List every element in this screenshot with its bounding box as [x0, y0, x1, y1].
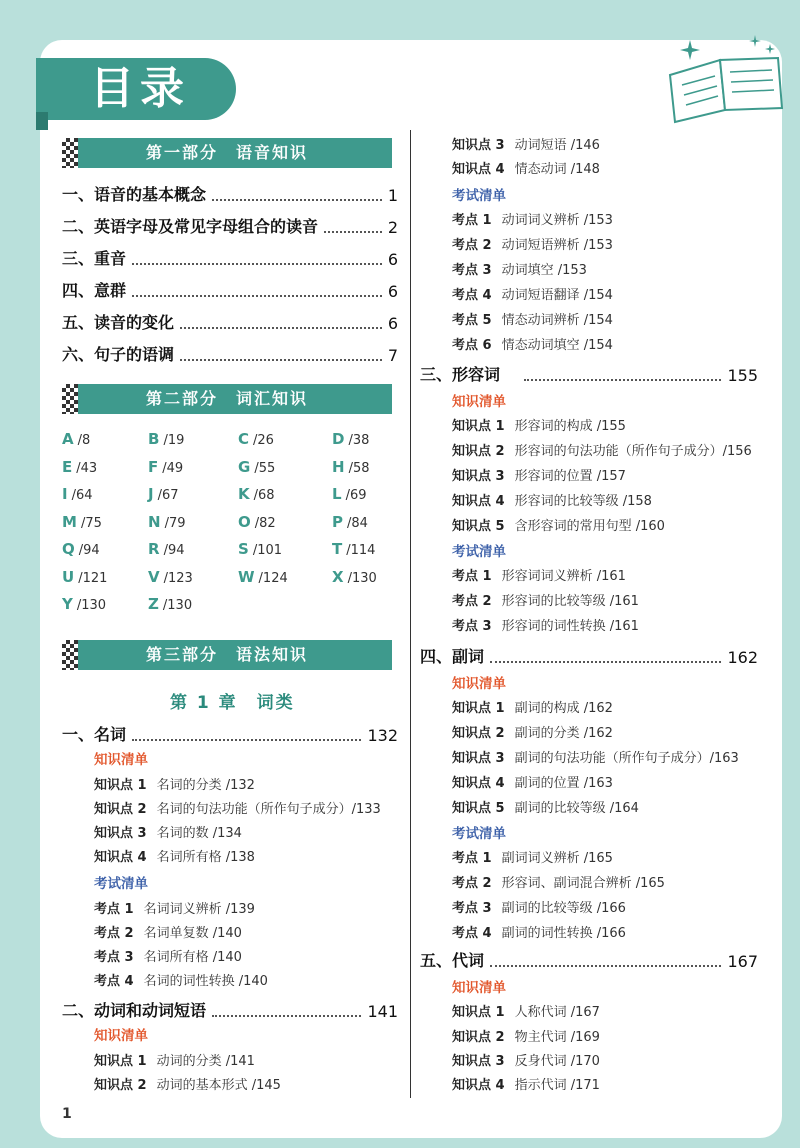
letter-entry[interactable] — [148, 458, 183, 476]
item-text: 副词的比较等级 /164 — [514, 801, 639, 816]
toc-label: 四、副词 — [420, 647, 485, 666]
item-text: 物主代词 /169 — [514, 1030, 600, 1045]
knowledge-list-heading: 知识清单 — [94, 1028, 148, 1044]
list-item[interactable] — [452, 565, 626, 584]
letter-page: /69 — [345, 488, 367, 503]
toc-row-verb[interactable] — [62, 998, 398, 1021]
toc-label: 三、重音 — [62, 249, 127, 268]
exam-list-heading: 考试清单 — [452, 188, 506, 204]
item-key: 考点 4 — [94, 974, 134, 989]
item-key: 考点 2 — [94, 926, 134, 941]
letter-entry[interactable] — [62, 430, 90, 448]
toc-label: 二、英语字母及常见字母组合的读音 — [62, 217, 319, 236]
list-item[interactable] — [94, 970, 268, 989]
item-key: 知识点 4 — [452, 1078, 505, 1093]
item-text: 反身代词 /170 — [514, 1054, 600, 1069]
item-key: 知识点 1 — [452, 1005, 505, 1020]
toc-page: 141 — [367, 1002, 398, 1021]
list-item[interactable] — [452, 922, 626, 941]
letter-entry[interactable] — [62, 595, 106, 613]
dot-leader — [212, 1015, 361, 1017]
letter-entry[interactable] — [238, 485, 275, 503]
item-text: 情态动词 /148 — [514, 162, 600, 177]
toc-page: 6 — [387, 282, 398, 301]
item-key: 知识点 1 — [94, 778, 147, 793]
list-item[interactable] — [94, 774, 255, 793]
letter-key: T — [332, 540, 343, 558]
letter-key: J — [148, 485, 154, 503]
item-text: 动词的分类 /141 — [156, 1054, 255, 1069]
item-key: 知识点 2 — [94, 802, 147, 817]
item-key: 知识点 3 — [452, 138, 505, 153]
letter-page: /26 — [253, 433, 274, 448]
toc-row[interactable] — [62, 182, 398, 205]
dot-leader — [324, 231, 382, 233]
dot-leader — [524, 379, 721, 381]
list-item[interactable] — [452, 334, 613, 353]
letter-entry[interactable] — [238, 430, 274, 448]
list-item[interactable] — [452, 772, 613, 791]
letter-entry[interactable] — [238, 568, 288, 586]
exam-list-heading: 考试清单 — [94, 876, 148, 892]
list-item[interactable] — [452, 872, 665, 891]
toc-row[interactable] — [62, 310, 398, 333]
part2-bar — [62, 384, 392, 414]
item-text: 形容词的词性转换 /161 — [501, 619, 639, 634]
item-key: 知识点 2 — [452, 444, 505, 459]
item-text: 形容词词义辨析 /161 — [501, 569, 626, 584]
list-item[interactable] — [94, 922, 242, 941]
toc-row-adj[interactable] — [420, 362, 758, 385]
list-item[interactable] — [452, 1074, 600, 1093]
item-text: 副词的句法功能（所作句子成分）/163 — [514, 751, 739, 766]
page-number: 1 — [62, 1106, 72, 1122]
item-text: 副词的构成 /162 — [514, 701, 613, 716]
toc-label: 五、代词 — [420, 951, 485, 970]
letter-page: /130 — [162, 598, 193, 613]
item-key: 知识点 3 — [452, 469, 505, 484]
letter-key: X — [332, 567, 344, 586]
letter-page: /49 — [162, 460, 184, 476]
checker-pattern — [62, 640, 78, 670]
letter-page: /79 — [164, 515, 186, 531]
dot-leader — [212, 199, 382, 201]
letter-entry[interactable] — [332, 485, 366, 503]
letter-entry[interactable] — [238, 513, 276, 531]
toc-page: 7 — [387, 346, 398, 365]
letter-key: F — [148, 457, 159, 476]
letter-key: K — [238, 485, 250, 503]
list-item[interactable] — [452, 615, 639, 634]
letter-key: B — [148, 430, 160, 448]
list-item[interactable] — [94, 822, 242, 841]
list-item[interactable] — [452, 415, 626, 434]
toc-row-adv[interactable] — [420, 644, 758, 667]
toc-page: 162 — [727, 648, 758, 667]
part2-title: 第二部分 词汇知识 — [145, 389, 308, 408]
item-key: 知识点 5 — [452, 519, 505, 534]
item-key: 考点 2 — [452, 594, 492, 609]
letter-entry[interactable] — [238, 540, 282, 558]
item-text: 形容词的比较等级 /158 — [514, 494, 652, 509]
part1-bar — [62, 138, 392, 168]
letter-entry[interactable] — [62, 458, 97, 476]
letter-page: /130 — [76, 598, 107, 613]
list-item[interactable] — [452, 134, 600, 153]
letter-page: /67 — [157, 488, 179, 503]
item-key: 考点 3 — [452, 263, 492, 278]
letter-key: W — [238, 567, 255, 586]
item-key: 知识点 4 — [452, 776, 505, 791]
checker-pattern — [62, 384, 78, 414]
item-text: 动词的基本形式 /145 — [156, 1078, 281, 1093]
letter-entry[interactable] — [332, 430, 369, 448]
part1-title: 第一部分 语音知识 — [145, 143, 308, 162]
item-text: 名词单复数 /140 — [143, 926, 242, 941]
letter-key: G — [238, 457, 251, 476]
letter-key: E — [62, 457, 73, 476]
letter-entry[interactable] — [148, 485, 179, 503]
item-text: 动词短语翻译 /154 — [501, 288, 613, 303]
item-text: 动词短语辨析 /153 — [501, 238, 613, 253]
knowledge-list-heading: 知识清单 — [452, 676, 506, 692]
dot-leader — [490, 965, 721, 967]
list-item[interactable] — [452, 697, 613, 716]
letter-page: /94 — [163, 543, 185, 558]
letter-key: H — [332, 457, 345, 476]
item-text: 情态动词辨析 /154 — [501, 313, 613, 328]
item-text: 形容词的比较等级 /161 — [501, 594, 639, 609]
list-item[interactable] — [452, 259, 587, 278]
item-key: 知识点 1 — [452, 419, 505, 434]
letter-entry[interactable] — [148, 595, 192, 613]
letter-key: Y — [62, 595, 73, 613]
item-key: 知识点 2 — [94, 1078, 147, 1093]
letter-entry[interactable] — [332, 458, 369, 476]
letter-page: /101 — [252, 543, 283, 558]
title-tab-tail — [36, 112, 48, 130]
letter-key: Z — [148, 595, 159, 613]
item-key: 知识点 3 — [94, 826, 147, 841]
letter-entry[interactable] — [148, 568, 193, 586]
toc-label: 六、句子的语调 — [62, 345, 175, 364]
letter-page: /68 — [253, 488, 275, 503]
item-key: 考点 1 — [94, 902, 134, 917]
item-key: 知识点 1 — [94, 1054, 147, 1069]
toc-row[interactable] — [62, 246, 398, 269]
list-item[interactable] — [452, 465, 626, 484]
list-item[interactable] — [452, 897, 626, 916]
dot-leader — [132, 295, 382, 297]
item-text: 名词的句法功能（所作句子成分）/133 — [156, 802, 381, 817]
letter-entry[interactable] — [148, 430, 184, 448]
toc-row[interactable] — [62, 214, 398, 237]
toc-label: 三、形容词 — [420, 365, 501, 384]
letter-page: /94 — [78, 543, 100, 558]
list-item[interactable] — [452, 209, 613, 228]
chapter-title: 第 1 章 词类 — [170, 693, 295, 713]
letter-page: /75 — [80, 515, 102, 531]
letter-entry[interactable] — [148, 540, 184, 558]
list-item[interactable] — [452, 490, 652, 509]
item-key: 知识点 5 — [452, 801, 505, 816]
toc-page: 155 — [727, 366, 758, 385]
letter-page: /84 — [347, 515, 368, 531]
item-text: 含形容词的常用句型 /160 — [514, 519, 665, 534]
dot-leader — [132, 263, 382, 265]
item-key: 考点 3 — [94, 950, 134, 965]
letter-key: I — [62, 485, 68, 503]
letter-entry[interactable] — [332, 568, 377, 586]
list-item[interactable] — [452, 1050, 600, 1069]
dot-leader — [180, 359, 382, 361]
item-text: 人称代词 /167 — [514, 1005, 600, 1020]
list-item[interactable] — [94, 946, 242, 965]
letter-key: D — [332, 430, 345, 448]
letter-page: /130 — [347, 570, 377, 586]
letter-key: M — [62, 512, 77, 531]
exam-list-heading: 考试清单 — [452, 826, 506, 842]
toc-label: 一、名词 — [62, 725, 127, 744]
item-text: 副词的比较等级 /166 — [501, 901, 626, 916]
item-key: 考点 1 — [452, 213, 492, 228]
knowledge-list-heading: 知识清单 — [452, 980, 506, 996]
list-item[interactable] — [452, 847, 613, 866]
letter-key: P — [332, 512, 343, 531]
dot-leader — [132, 739, 361, 741]
letter-entry[interactable] — [238, 458, 275, 476]
list-item[interactable] — [94, 846, 255, 865]
toc-row-pron[interactable] — [420, 948, 758, 971]
knowledge-list-heading: 知识清单 — [452, 394, 506, 410]
letter-page: /8 — [77, 433, 91, 448]
letter-entry[interactable] — [62, 513, 102, 531]
item-text: 形容词的句法功能（所作句子成分）/156 — [514, 444, 752, 459]
item-text: 名词的分类 /132 — [156, 778, 255, 793]
part3-title: 第三部分 语法知识 — [145, 645, 308, 664]
item-key: 知识点 4 — [452, 162, 505, 177]
letter-entry[interactable] — [332, 540, 375, 558]
item-key: 考点 6 — [452, 338, 492, 353]
item-key: 知识点 2 — [452, 726, 505, 741]
letter-page: /43 — [76, 460, 98, 476]
list-item[interactable] — [452, 747, 739, 766]
letter-key: L — [332, 485, 342, 503]
item-text: 名词的词性转换 /140 — [143, 974, 268, 989]
list-item[interactable] — [452, 158, 600, 177]
letter-page: /38 — [348, 433, 370, 448]
item-key: 考点 4 — [452, 288, 492, 303]
letter-key: O — [238, 512, 251, 531]
toc-row[interactable] — [62, 342, 398, 365]
list-item[interactable] — [452, 1026, 600, 1045]
item-key: 知识点 1 — [452, 701, 505, 716]
letter-key: C — [238, 430, 250, 448]
letter-page: /19 — [163, 433, 185, 448]
toc-page: 167 — [727, 952, 758, 971]
page-title: 目录 — [90, 63, 190, 114]
item-text: 形容词的位置 /157 — [514, 469, 626, 484]
letter-key: N — [148, 512, 161, 531]
letter-entry[interactable] — [62, 568, 107, 586]
toc-page: 6 — [387, 314, 398, 333]
column-divider — [410, 130, 411, 1098]
list-item[interactable] — [452, 284, 613, 303]
item-key: 考点 2 — [452, 238, 492, 253]
letter-key: Q — [62, 540, 75, 558]
letter-page: /121 — [78, 570, 108, 586]
item-text: 动词短语 /146 — [514, 138, 600, 153]
letter-page: /124 — [258, 570, 288, 586]
letter-key: U — [62, 567, 75, 586]
list-item[interactable] — [94, 898, 255, 917]
item-key: 考点 4 — [452, 926, 492, 941]
letter-entry[interactable] — [332, 513, 368, 531]
list-item[interactable] — [452, 515, 665, 534]
list-item[interactable] — [452, 234, 613, 253]
letter-key: V — [148, 567, 160, 586]
item-text: 指示代词 /171 — [514, 1078, 600, 1093]
item-text: 副词的位置 /163 — [514, 776, 613, 791]
item-key: 知识点 3 — [452, 751, 505, 766]
letter-page: /114 — [346, 543, 376, 558]
list-item[interactable] — [94, 1074, 281, 1093]
item-text: 形容词的构成 /155 — [514, 419, 626, 434]
list-item[interactable] — [94, 798, 381, 817]
letter-key: S — [238, 540, 249, 558]
exam-list-heading: 考试清单 — [452, 544, 506, 560]
knowledge-list-heading: 知识清单 — [94, 752, 148, 768]
dot-leader — [180, 327, 382, 329]
item-text: 名词所有格 /138 — [156, 850, 255, 865]
toc-label: 四、意群 — [62, 281, 127, 300]
letter-page: /55 — [254, 460, 276, 476]
item-key: 考点 3 — [452, 901, 492, 916]
letter-entry[interactable] — [148, 513, 185, 531]
item-key: 知识点 3 — [452, 1054, 505, 1069]
item-text: 副词词义辨析 /165 — [501, 851, 613, 866]
toc-label: 一、语音的基本概念 — [62, 185, 207, 204]
toc-page: 2 — [387, 218, 398, 237]
open-book-icon — [660, 30, 790, 125]
item-text: 副词的分类 /162 — [514, 726, 613, 741]
item-text: 名词词义辨析 /139 — [143, 902, 255, 917]
list-item[interactable] — [452, 797, 639, 816]
item-text: 名词所有格 /140 — [143, 950, 242, 965]
toc-page: 132 — [367, 726, 398, 745]
list-item[interactable] — [94, 1050, 255, 1069]
letter-key: A — [62, 430, 74, 448]
item-key: 考点 5 — [452, 313, 492, 328]
checker-pattern — [62, 138, 78, 168]
letter-page: /82 — [254, 515, 276, 531]
dot-leader — [490, 661, 721, 663]
toc-label: 五、读音的变化 — [62, 313, 175, 332]
list-item[interactable] — [452, 440, 752, 459]
item-text: 副词的词性转换 /166 — [501, 926, 626, 941]
item-key: 考点 1 — [452, 851, 492, 866]
item-text: 情态动词填空 /154 — [501, 338, 613, 353]
letter-entry[interactable] — [62, 540, 100, 558]
letter-page: /123 — [163, 570, 193, 586]
item-key: 考点 1 — [452, 569, 492, 584]
letter-entry[interactable] — [62, 485, 93, 503]
list-item[interactable] — [452, 590, 639, 609]
item-text: 名词的数 /134 — [156, 826, 242, 841]
item-key: 知识点 4 — [452, 494, 505, 509]
item-text: 动词填空 /153 — [501, 263, 587, 278]
item-key: 考点 3 — [452, 619, 492, 634]
item-text: 形容词、副词混合辨析 /165 — [501, 876, 665, 891]
part3-bar — [62, 640, 392, 670]
toc-row[interactable] — [62, 278, 398, 301]
item-key: 知识点 4 — [94, 850, 147, 865]
list-item[interactable] — [452, 722, 613, 741]
list-item[interactable] — [452, 1001, 600, 1020]
item-key: 知识点 2 — [452, 1030, 505, 1045]
item-text: 动词词义辨析 /153 — [501, 213, 613, 228]
item-key: 考点 2 — [452, 876, 492, 891]
list-item[interactable] — [452, 309, 613, 328]
letter-page: /58 — [348, 460, 370, 476]
letter-key: R — [148, 540, 160, 558]
letter-page: /64 — [71, 488, 93, 503]
toc-page: 6 — [387, 250, 398, 269]
toc-page: 1 — [387, 186, 398, 205]
toc-label: 二、动词和动词短语 — [62, 1001, 207, 1020]
toc-row-noun[interactable] — [62, 722, 398, 745]
